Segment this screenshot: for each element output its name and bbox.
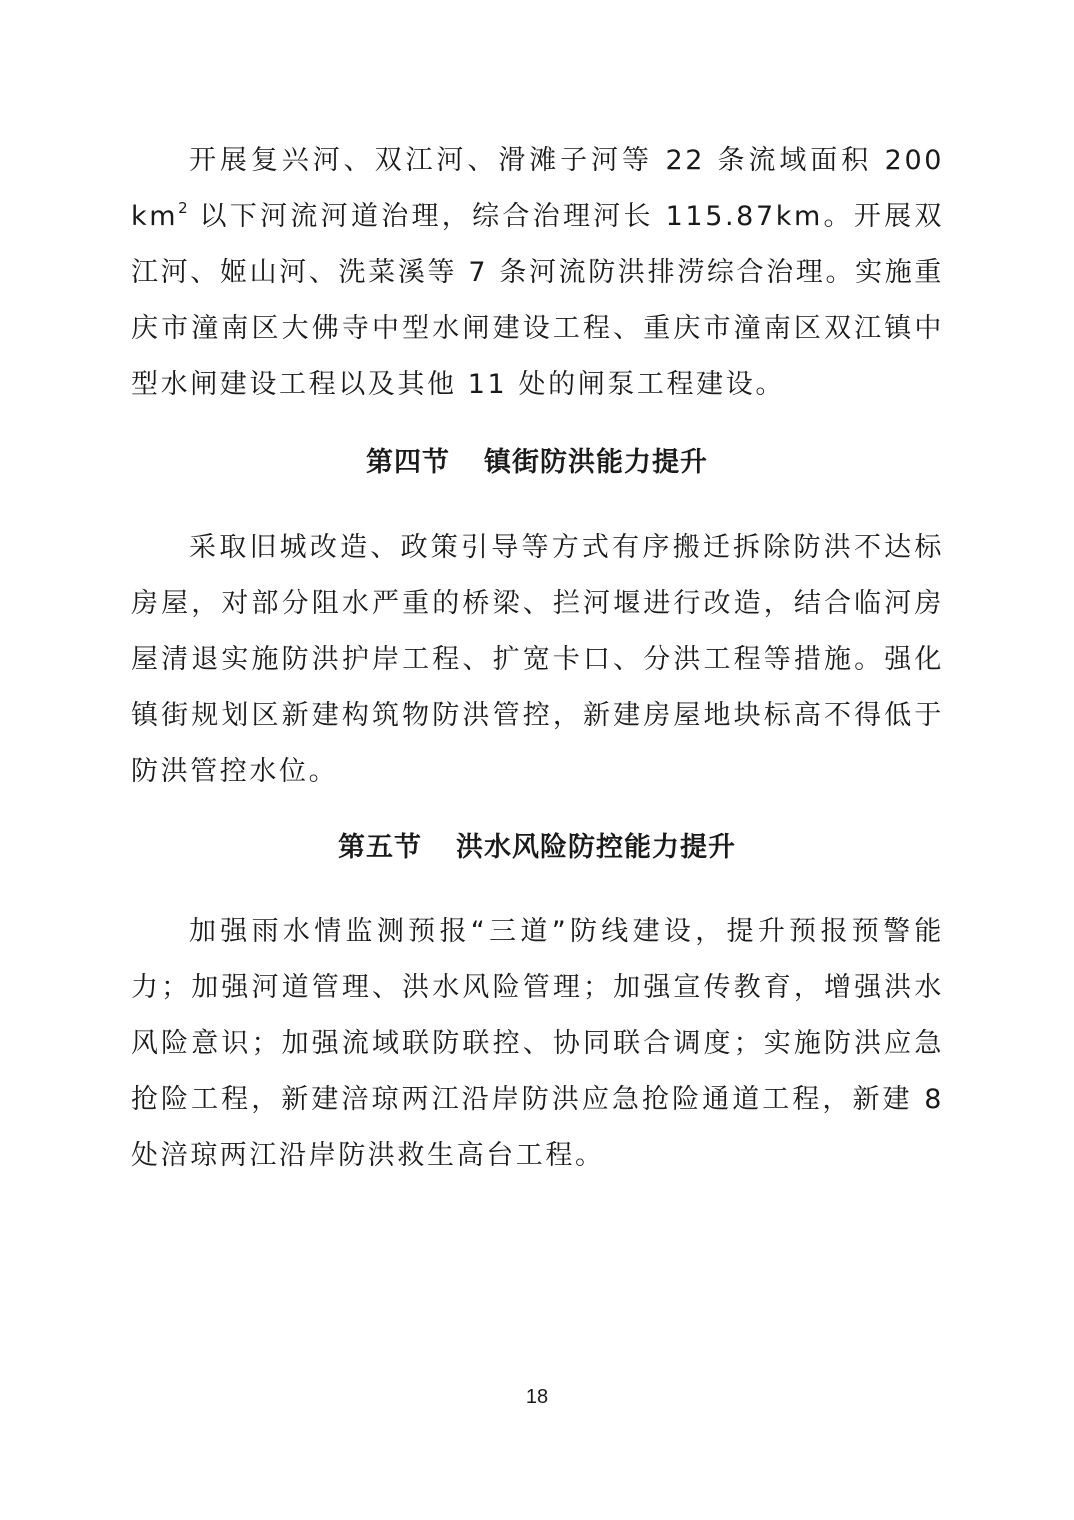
section-heading-5 bbox=[0, 828, 1074, 868]
paragraph-river-management bbox=[131, 133, 944, 413]
section-title: 洪水风险防控能力提升 bbox=[456, 832, 736, 863]
section-number: 第四节 bbox=[366, 447, 450, 478]
section-title: 镇街防洪能力提升 bbox=[484, 447, 708, 478]
superscript-squared: 2 bbox=[178, 199, 188, 217]
page-number: 18 bbox=[525, 1386, 549, 1408]
paragraph-flood-risk-control: 加强雨水情监测预报“三道”防线建设，提升预报预警能力；加强河道管理、洪水风险管理；加强宣传教育，增强洪水风险意识；加强流域联防联控、协同联合调度；实施防洪应急抢险工程，新建涪琼两江沿岸防洪应急抢险通道工程，新建 8 处涪琼两江沿岸防洪救生高台工程。 bbox=[131, 916, 944, 1171]
paragraph-town-flood-control: 采取旧城改造、政策引导等方式有序搬迁拆除防洪不达标房屋，对部分阻水严重的桥梁、拦河堰进行改造，结合临河房屋清退实施防洪护岸工程、扩宽卡口、分洪工程等措施。强化镇街规划区新建构筑物防洪管控，新建房屋地块标高不得低于防洪管控水位。 bbox=[131, 532, 944, 787]
paragraph-text-after: 以下河流河道治理，综合治理河长 115.87km。开展双江河、姬山河、洗菜溪等 7 条河流防洪排涝综合治理。实施重庆市潼南区大佛寺中型水闸建设工程、重庆市潼南区双江镇中型水闸建设工程以及其他 11 处的闸泵工程建设。 bbox=[131, 201, 944, 400]
section-number: 第五节 bbox=[338, 832, 422, 863]
paragraph-text-before: 开展复兴河、双江河、滑滩子河等 22 条流域面积 200 km bbox=[131, 145, 944, 232]
section-heading-4 bbox=[0, 443, 1074, 483]
